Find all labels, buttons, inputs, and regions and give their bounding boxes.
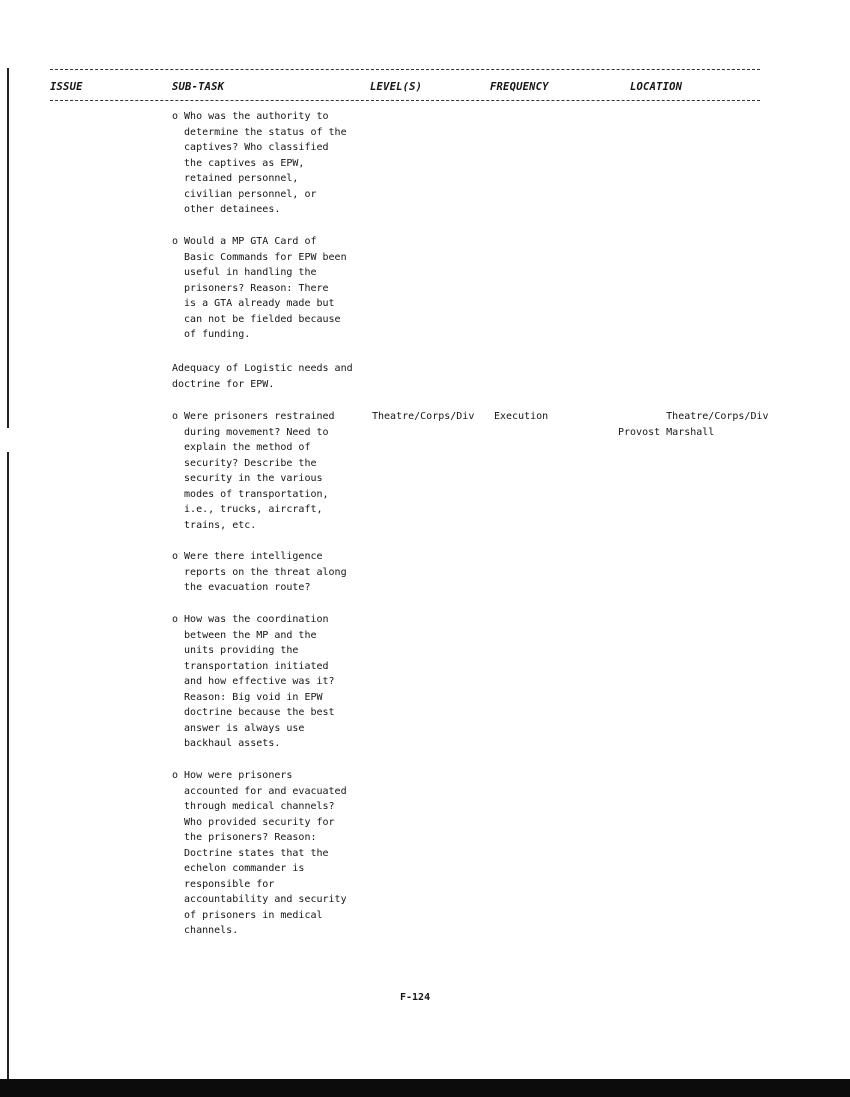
- sub-task-restrained-movement: o Were prisoners restrained during movement? Need to explain the method of security? Describe the security in the various modes of transportation, i.e., trucks, aircraft, trains, etc.: [172, 411, 335, 531]
- left-margin-mark-upper: [7, 68, 9, 428]
- frequency-cell: Execution: [494, 411, 549, 422]
- header-top-rule: [50, 69, 760, 70]
- column-header-location: LOCATION: [630, 81, 683, 93]
- column-header-levels: LEVEL(S): [370, 81, 423, 93]
- column-header-frequency: FREQUENCY: [490, 81, 549, 93]
- sub-task-coordination: o How was the coordination between the MP and the units providing the transportation initiated and how effective was it? Reason: Big void in EPW doctrine because the best answer is always use backhaul assets.: [172, 614, 335, 749]
- column-header-sub-task: SUB-TASK: [172, 81, 225, 93]
- left-margin-mark-lower: [7, 452, 9, 1080]
- sub-task-authority-status: o Who was the authority to determine the status of the captives? Who classified the captives as EPW, retained personnel, civilian personnel, or other detainees.: [172, 111, 347, 215]
- location-cell: Theatre/Corps/Div Provost Marshall: [618, 411, 769, 438]
- page-number: F-124: [400, 992, 431, 1003]
- header-bottom-rule: [50, 100, 760, 101]
- level-cell: Theatre/Corps/Div: [372, 411, 475, 422]
- sub-task-gta-card: o Would a MP GTA Card of Basic Commands for EPW been useful in handling the prisoners? Reason: There is a GTA already made but can not be fielded because of funding.: [172, 236, 347, 340]
- column-header-issue: ISSUE: [50, 81, 83, 93]
- sub-task-medical-channels: o How were prisoners accounted for and evacuated through medical channels? Who provided security for the prisoners? Reason: Doctrine states that the echelon commander is responsible for accountability and security of prisoners in medical channels.: [172, 770, 347, 936]
- section-logistic-adequacy: Adequacy of Logistic needs and doctrine for EPW.: [172, 363, 353, 390]
- sub-task-intelligence-reports: o Were there intelligence reports on the threat along the evacuation route?: [172, 551, 347, 593]
- bottom-scan-border: [0, 1079, 850, 1097]
